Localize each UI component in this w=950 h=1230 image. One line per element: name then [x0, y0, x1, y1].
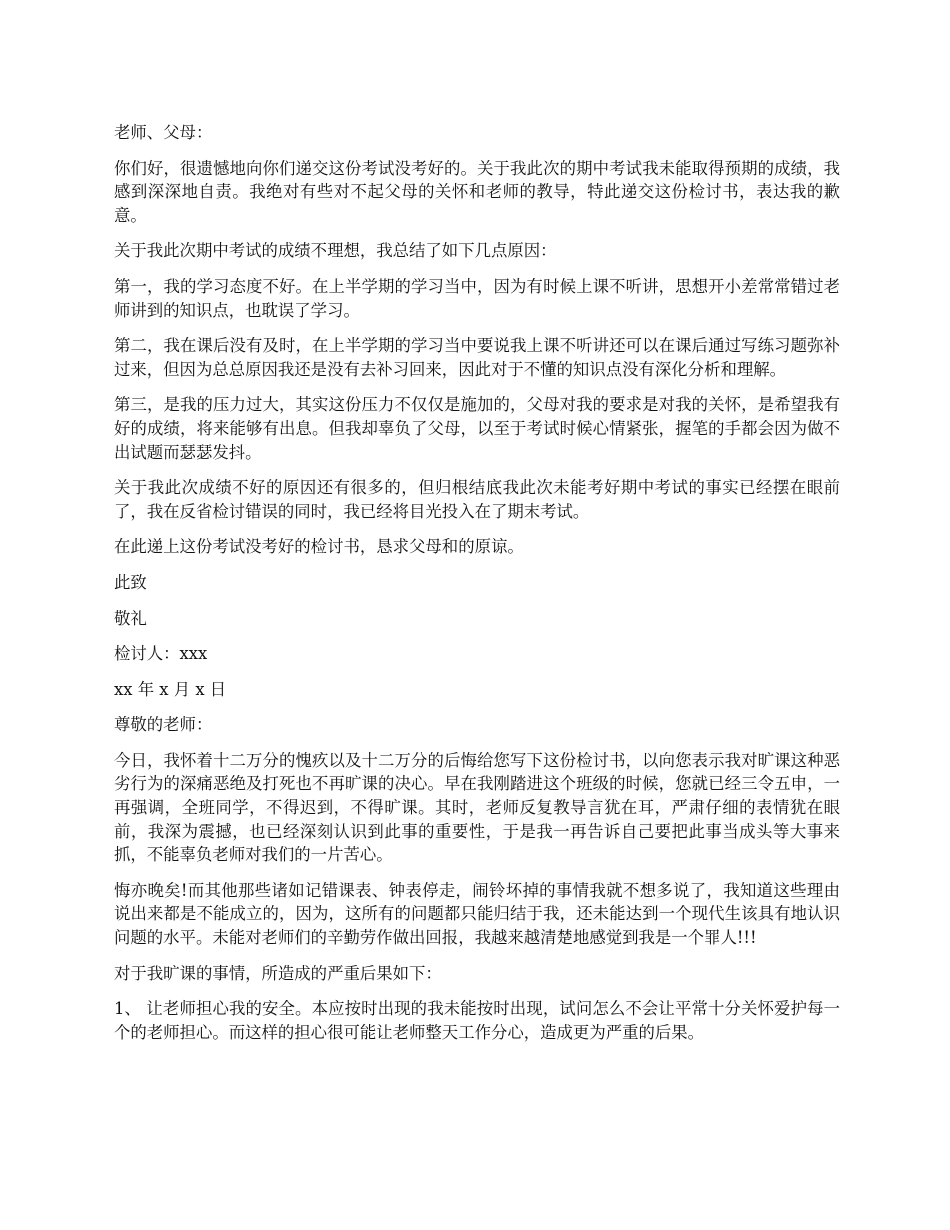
letter1-signer: 检讨人：xxx — [114, 644, 208, 664]
letter2-paragraph-4: 1、 让老师担心我的安全。本应按时出现的我未能按时出现，试问怎么不会让平常十分关怀爱护每一个的老师担心。而这样的担心很可能让老师整天工作分心，造成更为严重的后果。 — [114, 999, 840, 1042]
letter1-closing-1: 此致 — [114, 572, 147, 592]
document-body — [114, 121, 840, 1056]
letter2-paragraph-1: 今日，我怀着十二万分的愧疚以及十二万分的后悔给您写下这份检讨书，以向您表示我对旷课这种恶劣行为的深痛恶绝及打死也不再旷课的决心。早在我刚踏进这个班级的时候，您就已经三令五申，一再强调，全班同学，不得迟到，不得旷课。其时，老师反复教导言犹在耳，严肃仔细的表情犹在眼前，我深为震撼，也已经深刻认识到此事的重要性，于是我一再告诉自己要把此事当成头等大事来抓，不能辜负老师对我们的一片苦心。 — [114, 750, 840, 865]
letter1-date: xx 年 x 月 x 日 — [114, 679, 227, 699]
letter1-closing-2: 敬礼 — [114, 608, 147, 628]
letter1-paragraph-5: 第三，是我的压力过大，其实这份压力不仅仅是施加的，父母对我的要求是对我的关怀，是希望我有好的成绩，将来能够有出息。但我却辜负了父母，以至于考试时候心情紧张，握笔的手都会因为做不出试题而瑟瑟发抖。 — [114, 395, 840, 462]
letter2-paragraph-3: 对于我旷课的事情，所造成的严重后果如下： — [114, 963, 442, 983]
letter1-paragraph-2: 关于我此次期中考试的成绩不理想，我总结了如下几点原因： — [114, 241, 557, 261]
letter1-salutation: 老师、父母： — [114, 123, 213, 142]
letter1-paragraph-4: 第二，我在课后没有及时，在上半学期的学习当中要说我上课不听讲还可以在课后通过写练习题弥补过来，但因为总总原因我还是没有去补习回来，因此对于不懂的知识点没有深化分析和理解。 — [114, 336, 840, 379]
letter2-salutation: 尊敬的老师： — [114, 715, 213, 735]
letter1-paragraph-6: 关于我此次成绩不好的原因还有很多的，但归根结底我此次未能考好期中考试的事实已经摆在眼前了，我在反省检讨错误的同时，我已经将目光投入在了期末考试。 — [114, 478, 840, 521]
letter1-paragraph-3: 第一，我的学习态度不好。在上半学期的学习当中，因为有时候上课不听讲，思想开小差常常错过老师讲到的知识点，也耽误了学习。 — [114, 276, 840, 320]
letter1-paragraph-7: 在此递上这份考试没考好的检讨书，恳求父母和的原谅。 — [114, 537, 524, 557]
letter1-paragraph-1: 你们好，很遗憾地向你们递交这份考试没考好的。关于我此次的期中考试我未能取得预期的成绩，我感到深深地自责。我绝对有些对不起父母的关怀和老师的教导，特此递交这份检讨书，表达我的歉意。 — [114, 158, 840, 225]
letter2-paragraph-2: 悔亦晚矣!而其他那些诸如记错课表、钟表停走，闹铃坏掉的事情我就不想多说了，我知道这些理由说出来都是不能成立的，因为，这所有的问题都只能归结于我，还未能达到一个现代生该具有地认识问题的水平。未能对老师们的辛勤劳作做出回报，我越来越清楚地感觉到我是一个罪人!!! — [114, 880, 840, 948]
